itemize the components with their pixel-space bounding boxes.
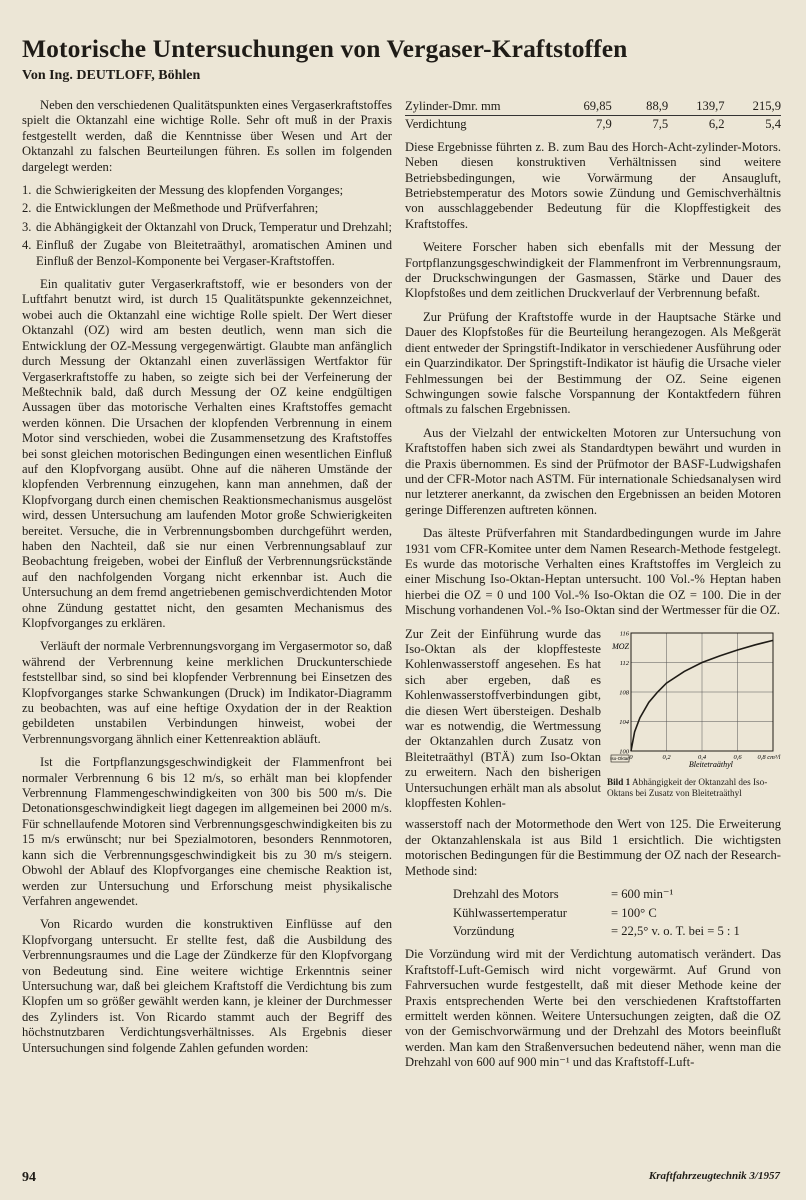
table-cell: 139,7 [668, 98, 724, 116]
article-title: Motorische Untersuchungen von Vergaser-Kraftstoffen [22, 34, 628, 63]
list-text: die Abhängigkeit der Oktanzahl von Druck, Temperatur und Drehzahl; [36, 219, 392, 234]
test-conditions [453, 887, 781, 939]
iso-oktan-label: Iso-Oktan [610, 755, 630, 761]
condition-key: Vorzündung [453, 923, 515, 938]
condition-value: = 100° C [611, 905, 657, 920]
chart-x-tick-label: 0,8 cm³/l [757, 753, 781, 761]
list-item [22, 183, 392, 198]
paragraph: Verläuft der normale Verbrennungsvorgang im Vergasermotor so, daß während der Verbrennung keine merklichen Druckunterschiede feststellbar sind, so sind bei klopfender Verbrennung bei Einsetzen des Klopfvorganges starke Schwankungen (Druck) im Indikator-Diagramm zu beobachten, was auf eine heftige Oxydation der in der Reaktion gebildeten unstabilen Verbindungen hinweist, wobei der Verbrennungsvorgang ähnlich einer Kettenreaktion abläuft. [22, 639, 392, 746]
table-cell: 5,4 [765, 117, 781, 132]
figure-wrap [405, 627, 781, 812]
paragraph: Aus der Vielzahl der entwickelten Motoren zur Untersuchung von Kraftstoffen haben sich zwei als Standardtypen bewährt und wurden in die Praxis übernommen. Es sind der Prüfmotor der BASF-Ludwigshafen und der CFR-Motor nach ASTM. Für internationale Schiedsanalysen wird nur letzterer anerkannt, da zwischen den Ergebnissen an beiden Motoren geringe Differenzen auftreten können. [405, 425, 781, 517]
chart-x-tick-label: 0 [629, 753, 633, 761]
table-cell: 88,9 [612, 98, 668, 116]
caption-text: Abhängigkeit der Oktanzahl des Iso-Oktans bei Zusatz von Bleitetraäthyl [607, 776, 768, 798]
chart-y-tick-label: 104 [619, 718, 629, 726]
list-number: 3. [22, 219, 32, 234]
chart-x-tick-label: 0,2 [662, 753, 671, 761]
list-item [22, 220, 392, 235]
condition-row [453, 924, 781, 939]
condition-key: Kühlwassertemperatur [453, 905, 568, 920]
chart-ticks [619, 630, 780, 761]
octane-chart [607, 627, 781, 775]
table-row [405, 116, 781, 134]
chart-x-tick-label: 0,6 [733, 753, 742, 761]
chart-xlabel: Bleitetraäthyl [688, 759, 733, 769]
table-row [405, 98, 781, 116]
right-column [405, 98, 781, 1168]
paragraph: Neben den verschiedenen Qualitätspunkten eines Vergaserkraftstoffes spielt die Oktanzahl eine wichtige Rolle. Sehr oft muß in der Praxis festgestellt werden, daß die Kenntnisse über Wesen und Art der Oktanzahl zu falschen Beurteilungen führen. Es sollen im folgenden dargelegt werden: [22, 98, 392, 174]
list-number: 4. [22, 238, 32, 253]
chart-y-tick-label: 116 [619, 630, 629, 638]
table-cell: 7,5 [652, 117, 669, 132]
condition-value: = 22,5° v. o. T. bei = 5 : 1 [611, 923, 740, 938]
list-text: Einfluß der Zugabe von Bleitetraäthyl, aromatischen Aminen und Einfluß der Benzol-Komponente bei Vergaser-Kraftstoffen. [36, 238, 392, 268]
article-byline: Von Ing. DEUTLOFF, Böhlen [22, 68, 201, 83]
paragraph: wasserstoff nach der Motormethode den Wert von 125. Die Erweiterung der Oktanzahlenskala ist aus Bild 1 ersichtlich. Die wichtigsten motorischen Bedingungen für die Bestimmung der OZ nach der Research-Methode sind: [405, 817, 781, 878]
paragraph: Ist die Fortpflanzungsgeschwindigkeit der Flammenfront bei normaler Verbrennung 6 bis 12 m/s, so erhält man bei klopfender Verbrennung Flammengeschwindigkeiten von 300 bis 500 m/s. Die Detonationsgeschwindigkeit liegt dagegen im allgemeinen bei 2000 m/s. Für schnellaufende Motoren sind Verbrennungsgeschwindigkeiten bis zu 15 m/s erwünscht; nur bei Spezialmotoren, besonders Rennmotoren, kann sich die Verbrennungsgeschwindigkeit bis zu 30 m/s steigern. Obwohl der Ablauf des Klopfvorganges eine chemische Reaktion ist, werden zur Untersuchung und Erforschung meist physikalische Verfahren angewendet. [22, 755, 392, 908]
chart-ylabel: MOZ [612, 641, 629, 651]
paragraph: Zur Prüfung der Kraftstoffe wurde in der Hauptsache Stärke und Dauer des Klopfstoßes für die Beurteilung herangezogen. Als Meßgerät dient entweder der Springstift-Indikator in verschiedener Ausführung oder ein Quarzindikator. Der Springstift-Indikator ist häufig die Ursache vieler Fehlmessungen bei der Bestimmung der OZ. Seine eigenen Schwingungen sowie falsche Vorspannung der Kontaktfedern führen oftmals zu falschen Ergebnissen. [405, 309, 781, 417]
list-item [22, 201, 392, 216]
table-cell: 69,85 [555, 98, 611, 116]
paragraph: Zur Zeit der Einführung wurde das Iso-Oktan als der klopffesteste Kohlenwasserstoff angesehen. Es hat sich aber ergeben, daß es Kohlenwasserstoffverbindungen gibt, die diesen Wert übersteigen. Deshalb war es notwendig, die Wertmessung der Oktanzahlen durch Zusatz von Bleitetraäthyl (BTÄ) zum Iso-Oktan zu erweitern. Nach den bisherigen Untersuchungen erhält man als absolut klopffesten Kohlen- [405, 626, 601, 811]
paragraph: Weitere Forscher haben sich ebenfalls mit der Messung der Fortpflanzungsgeschwindigkeit der Flammenfront im Verbrennungsraum, der Druckschwingungen der Gasmassen, Stärke und Dauer des Klopfstoßes und dem zeitlichen Druckverlauf der Verbrennung befaßt. [405, 240, 781, 301]
figure-1 [607, 627, 781, 812]
left-column [22, 98, 392, 1168]
list-number: 2. [22, 201, 32, 216]
condition-row [453, 887, 781, 902]
chart-y-tick-label: 108 [619, 689, 629, 697]
table-cell: 7,9 [596, 117, 612, 132]
condition-key: Drehzahl des Motors [453, 887, 559, 902]
condition-row [453, 906, 781, 921]
chart-y-tick-label: 100 [619, 748, 629, 756]
table-cell: Verdichtung [405, 117, 467, 132]
table-cell: Zylinder-Dmr. mm [405, 98, 555, 116]
page-number: 94 [22, 1170, 36, 1185]
figure-caption [607, 777, 781, 799]
list-text: die Entwicklungen der Meßmethode und Prüfverfahren; [36, 201, 319, 216]
condition-value: = 600 min⁻¹ [611, 887, 674, 902]
compression-table [405, 98, 781, 134]
caption-label: Bild 1 [607, 776, 631, 787]
list-text: die Schwierigkeiten der Messung des klopfenden Vorganges; [36, 183, 344, 198]
journal-name: Kraftfahrzeugtechnik 3/1957 [648, 1170, 780, 1182]
paragraph: Die Vorzündung wird mit der Verdichtung automatisch verändert. Das Kraftstoff-Luft-Gemisch wird nicht vorgewärmt. Auf Grund von Fahrversuchen wurde festgestellt, daß mit dieser Methode keine der Praxis entsprechenden Werte bei den verschiedenen Kraftstoffarten ermittelt werden können. Weitere Untersuchungen zeigten, daß die OZ von der Gemischvorwärmung und der Drehzahl des Motors beeinflußt werden. Man kam den Straßenversuchen bedeutend näher, wenn man die Drehzahl von 600 auf 900 min⁻¹ und das Kraftstoff-Luft- [405, 947, 781, 1070]
list-number: 1. [22, 183, 32, 198]
chart-x-tick-label: 0,4 [697, 753, 707, 761]
list-item [22, 238, 392, 269]
table-cell: 6,2 [708, 117, 725, 132]
paragraph: Von Ricardo wurden die konstruktiven Einflüsse auf den Klopfvorgang untersucht. Er stellte fest, daß die Ausbildung des Verbrennungsraumes und die Lage der Zündkerze für den Klopfvorgang von Bedeutung sind. Eine weitere wichtige Erkenntnis seiner Untersuchung war, daß bei gleichem Kraftstoff die Verdichtung bis zum Klopfen um so größer gewählt werden kann, je kleiner der Durchmesser des Zylinders ist. Von Ricardo stammt auch der Begriff des höchstnutzbaren Verdichtungsverhältnisses. Als Ergebnis dieser Untersuchungen sind folgende Zahlen gefunden worden: [22, 917, 392, 1055]
numbered-list [22, 183, 392, 269]
chart-y-tick-label: 112 [619, 659, 629, 667]
paragraph: Diese Ergebnisse führten z. B. zum Bau des Horch-Acht-zylinder-Motors. Neben diesen konstruktiven Verhältnissen sind weitere Betriebsbedingungen, wie Vorwärmung der Ansaugluft, Betriebstemperatur des Motors sowie Zündung und Gemischverhältnis von ausschlaggebender Bedeutung für die Klopffestigkeit des Kraftstoffes. [405, 139, 781, 231]
chart-grid [631, 633, 773, 751]
table-cell: 215,9 [725, 98, 781, 116]
paragraph: Das älteste Prüfverfahren mit Standardbedingungen wurde im Jahre 1931 vom CFR-Komitee unter dem Namen Research-Methode festgelegt. Es wurde das motorische Verhalten eines Kraftstoffes im Vergleich zu einer Mischung Iso-Oktan-Heptan untersucht. 100 Vol.-% Heptan haben hierbei die OZ = 0 und 100 Vol.-% Iso-Oktan die OZ = 100. Die in der Mischung vorhandenen Vol.-% Iso-Oktan sind der Wertmesser für die OZ. [405, 526, 781, 618]
paragraph: Ein qualitativ guter Vergaserkraftstoff, wie er besonders von der Luftfahrt benutzt wird, ist durch 15 Qualitätspunkte gekennzeichnet, wobei auch die Oktanzahl eine wichtige Rolle spielt. Der Wert dieser Oktanzahl (OZ) wird am besten deutlich, wenn man sich die Entwicklung der OZ-Messung vergegenwärtigt. Glaubte man anfänglich durch Messung der Oktanzahl einen zuverlässigen Wertfaktor für Vergaserkraftstoffe zu haben, so zeigte sich bei der Verfeinerung der Meßtechnik bald, daß durch Messung der OZ keine endgültigen Aussagen über das motorische Verhalten eines Kraftstoffes gemacht werden können. Die Ursachen der klopfenden Verbrennung in einem Motor sind verschieden, wobei die Zusammensetzung des Kraftstoffes bei sonst gleichen motorischen Bedingungen einen wesentlichen Einfluß auf den Klopfvorgang ausübt. Ohne auf die näheren Umstände der klopfenden Verbrennung einzugehen, kann man annehmen, daß der Klopfvorgang durch einen chemischen Reaktionsmechanismus ausgelöst wird, dessen Untersuchung am laufenden Motor große Schwierigkeiten bereitet. Versuche, die in Verbrennungsbomben durchgeführt werden, haben den Nachteil, daß sie nur einen Verbrennungsablauf zur Beobachtung freigeben, wobei der Einfluß der Verbrennungsrückstände auf den nachfolgenden Vorgang nicht erkennbar ist. Auch die Untersuchung an dem fremd angetriebenen gemischverdichtenden Motor ohne Zündung gestattet nicht, den gesamten Mechanismus des Klopfvorganges zu erklären. [22, 277, 392, 630]
